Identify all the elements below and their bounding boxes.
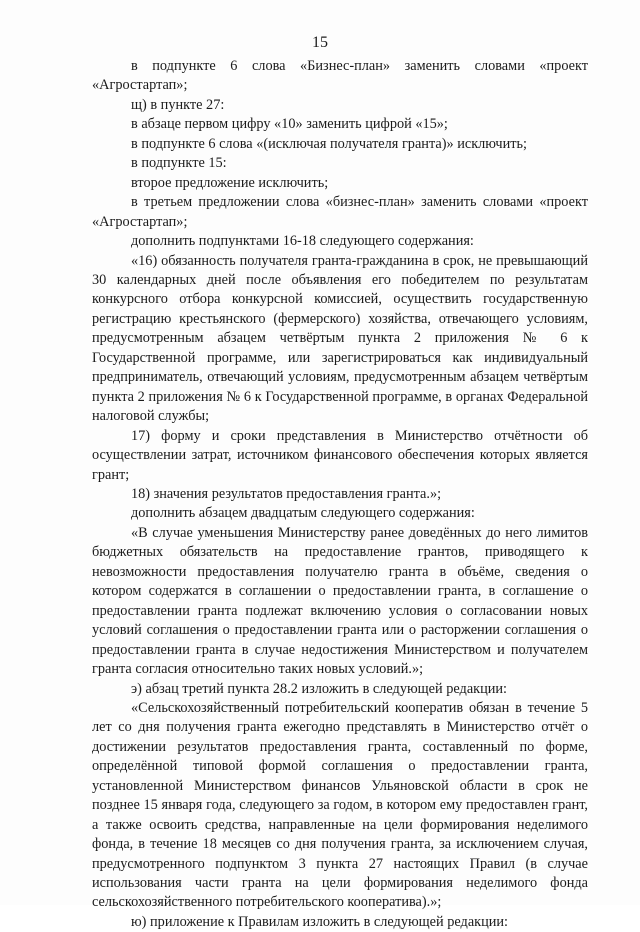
paragraph: в подпункте 6 слова «Бизнес-план» заменить словами «проект «Агростартап»;	[92, 58, 588, 94]
paragraph: в абзаце первом цифру «10» заменить цифрой «15»;	[131, 116, 448, 133]
paragraph: дополнить подпунктами 16-18 следующего содержания:	[131, 233, 474, 250]
paragraph: дополнить абзацем двадцатым следующего содержания:	[131, 505, 475, 522]
paragraph: 17) форму и сроки представления в Министерство отчётности об осуществлении затрат, источником финансового обеспечения которых является грант;	[92, 427, 588, 483]
paragraph: в третьем предложении слова «бизнес-план» заменить словами «проект «Агростартап»;	[92, 194, 588, 230]
document-body	[92, 57, 588, 932]
paragraph: э) абзац третий пункта 28.2 изложить в следующей редакции:	[131, 680, 508, 697]
paragraph: «Сельскохозяйственный потребительский кооператив обязан в течение 5 лет со дня получения гранта ежегодно представлять в Министерство отчёт о достижении результатов предоставления гранта, составленный по форме, определённой типовой формой соглашения о предоставлении гранта, установленной Министерством финансов Ульяновской области в срок не позднее 15 января года, следующего за годом, в котором ему предоставлен грант, а также освоить средства, направленные на цели формирования неделимого фонда, в течение 18 месяцев со дня получения гранта, за исключением случая, предусмотренного подпунктом 3 пункта 27 настоящих Правил (в случае использования части гранта на цели формирования неделимого фонда сельскохозяйственного потребительского кооператива).»;	[92, 699, 588, 911]
paragraph: 18) значения результатов предоставления гранта.»;	[131, 485, 442, 502]
paragraph: в подпункте 15:	[131, 155, 227, 172]
paragraph: ю) приложение к Правилам изложить в следующей редакции:	[131, 913, 509, 930]
paragraph: «В случае уменьшения Министерству ранее доведённых до него лимитов бюджетных обязательств на предоставление грантов, приводящего к невозможности предоставления получателю гранта в объёме, сведения о котором содержатся в соглашении о предоставлении гранта, в соглашение о предоставлении гранта подлежат включению условия о согласовании новых условий соглашения о предоставлении гранта или о расторжении соглашения о предоставлении гранта в случае недостижения Министерством и получателем гранта согласия относительно таких новых условий.»;	[92, 524, 588, 678]
paragraph: «16) обязанность получателя гранта-гражданина в срок, не превышающий 30 календарных дней после объявления его победителем по результатам конкурсного отбора конкурсной комиссией, осуществить государственную регистрацию крестьянского (фермерского) хозяйства, отвечающего условиям, предусмотренным абзацем четвёртым пункта 2 приложения № 6 к Государственной программе, или зарегистрироваться как индивидуальный предприниматель, отвечающий условиям, предусмотренным абзацем четвёртым пункта 2 приложения № 6 к Государственной программе, в органах Федеральной налоговой службы;	[92, 252, 588, 425]
page-number: 15	[312, 34, 328, 51]
paragraph: второе предложение исключить;	[131, 174, 329, 191]
paragraph: щ) в пункте 27:	[131, 96, 225, 113]
paragraph: в подпункте 6 слова «(исключая получателя гранта)» исключить;	[131, 135, 527, 152]
